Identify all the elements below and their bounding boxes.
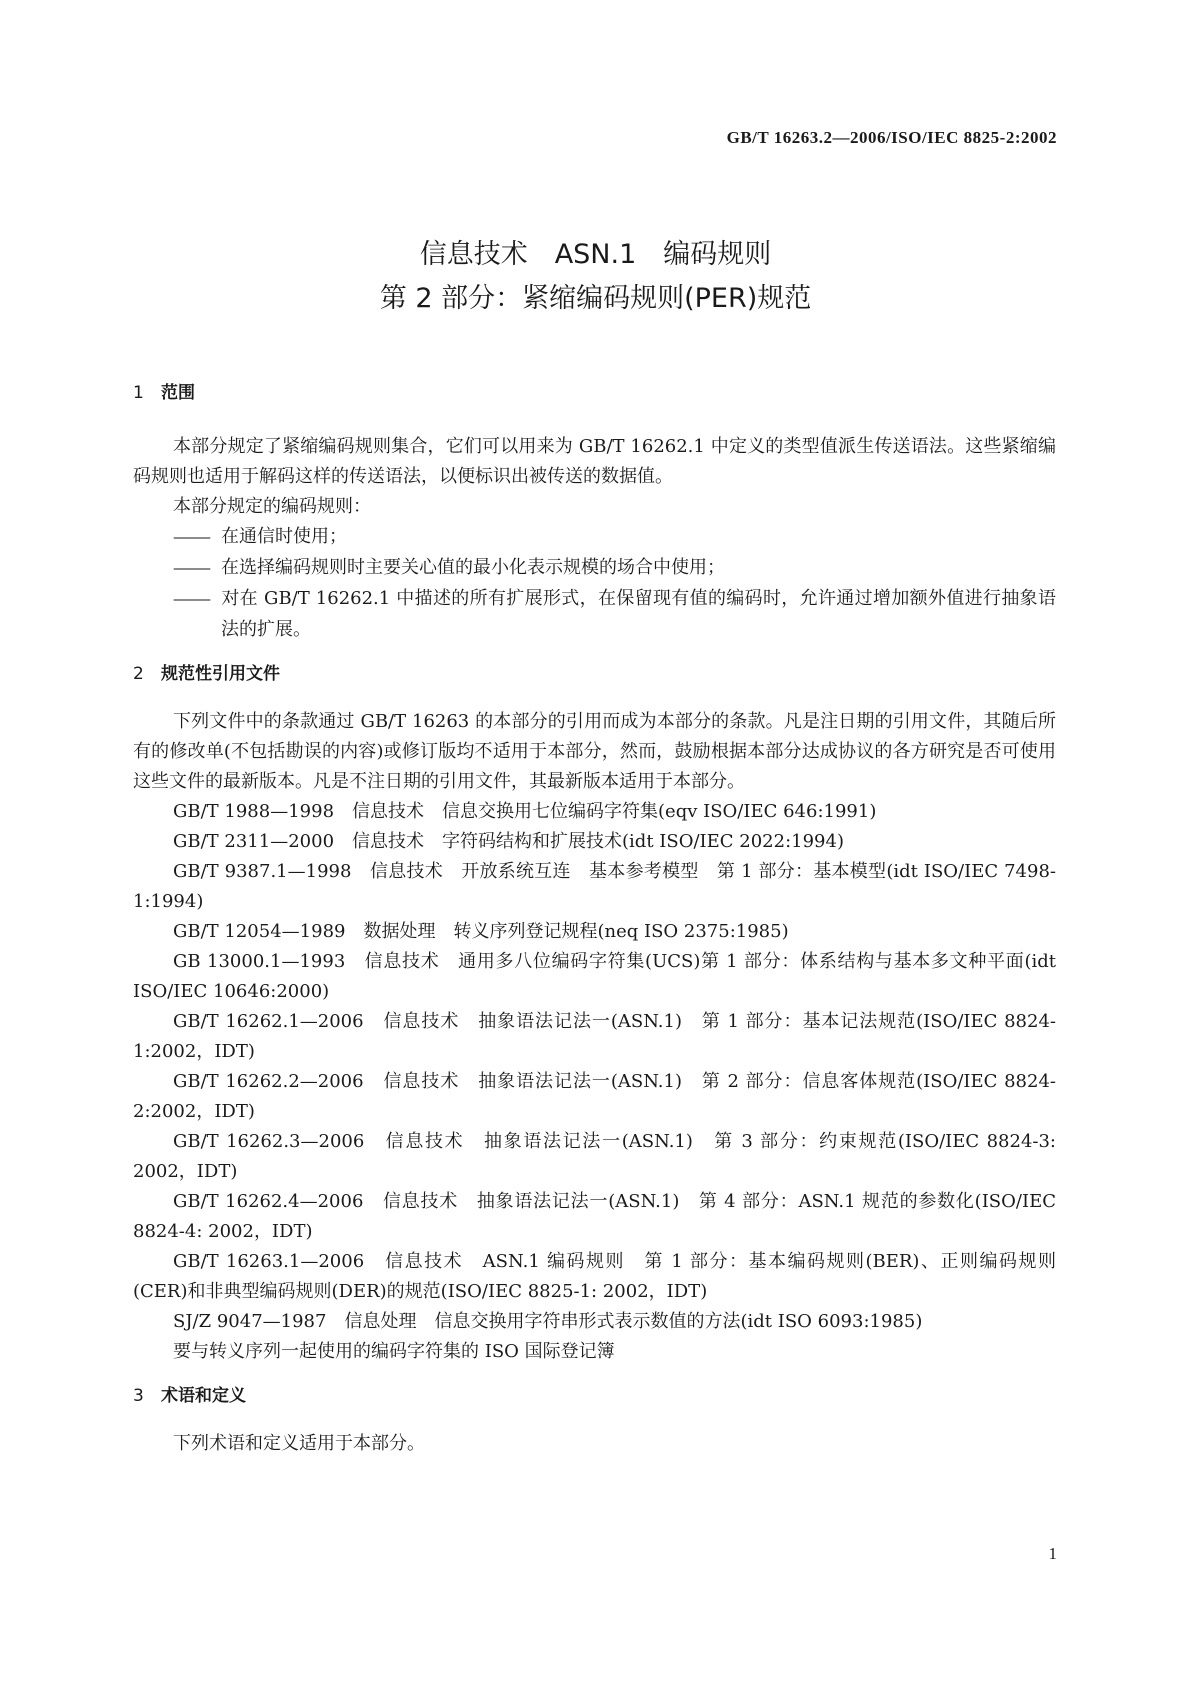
reference-item: GB/T 16263.1—2006 信息技术 ASN.1 编码规则 第 1 部分：基本编码规则(BER)、正则编码规则(CER)和非典型编码规则(DER)的规范(ISO/IEC 8825-1: 2002，IDT): [133, 1251, 1056, 1302]
reference-item: GB/T 12054—1989 数据处理 转义序列登记规程(neq ISO 2375:1985): [173, 921, 789, 942]
document-title-line1: 信息技术 ASN.1 编码规则: [419, 239, 772, 270]
reference-item: SJ/Z 9047—1987 信息处理 信息交换用字符串形式表示数值的方法(idt ISO 6093:1985): [173, 1311, 923, 1332]
reference-item: GB 13000.1—1993 信息技术 通用多八位编码字符集(UCS)第 1 部分：体系结构与基本多文种平面(idt ISO/IEC 10646:2000): [133, 951, 1056, 1002]
reference-item: GB/T 16262.3—2006 信息技术 抽象语法记法一(ASN.1) 第 3 部分：约束规范(ISO/IEC 8824-3: 2002，IDT): [133, 1131, 1056, 1182]
document-header: GB/T 16263.2—2006/ISO/IEC 8825-2:2002: [726, 128, 1057, 147]
list-item: ——— 在通信时使用；: [133, 522, 1056, 553]
section-title: 规范性引用文件: [161, 664, 280, 684]
reference-item: GB/T 16262.4—2006 信息技术 抽象语法记法一(ASN.1) 第 4 部分：ASN.1 规范的参数化(ISO/IEC 8824-4: 2002，IDT): [133, 1191, 1056, 1242]
paragraph: 本部分规定了紧缩编码规则集合，它们可以用来为 GB/T 16262.1 中定义的类型值派生传送语法。这些紧缩编码规则也适用于解码这样的传送语法，以便标识出被传送的数据值。: [133, 436, 1056, 487]
section-1-heading: [133, 378, 1056, 408]
reference-item: GB/T 16262.1—2006 信息技术 抽象语法记法一(ASN.1) 第 1 部分：基本记法规范(ISO/IEC 8824-1:2002，IDT): [133, 1011, 1056, 1062]
section-number: 1: [133, 383, 144, 403]
paragraph: 下列术语和定义适用于本部分。: [173, 1433, 425, 1454]
section-number: 3: [133, 1386, 144, 1406]
paragraph: 本部分规定的编码规则：: [173, 496, 371, 517]
document-body: [133, 378, 1056, 1459]
list-item: ——— 对在 GB/T 16262.1 中描述的所有扩展形式，在保留现有值的编码时，允许通过增加额外值进行抽象语法的扩展。: [133, 584, 1056, 645]
reference-item: 要与转义序列一起使用的编码字符集的 ISO 国际登记簿: [173, 1341, 615, 1362]
section-3-heading: [133, 1381, 1056, 1411]
page-number: 1: [1048, 1544, 1057, 1563]
section-title: 术语和定义: [161, 1386, 246, 1406]
paragraph: 下列文件中的条款通过 GB/T 16263 的本部分的引用而成为本部分的条款。凡是注日期的引用文件，其随后所有的修改单(不包括勘误的内容)或修订版均不适用于本部分，然而，鼓励根据本部分达成协议的各方研究是否可使用这些文件的最新版本。凡是不注日期的引用文件，其最新版本适用于本部分。: [133, 711, 1056, 792]
section-2-heading: [133, 659, 1056, 689]
reference-item: GB/T 9387.1—1998 信息技术 开放系统互连 基本参考模型 第 1 部分：基本模型(idt ISO/IEC 7498-1:1994): [133, 861, 1056, 912]
list-item: ——— 在选择编码规则时主要关心值的最小化表示规模的场合中使用；: [133, 553, 1056, 584]
reference-item: GB/T 16262.2—2006 信息技术 抽象语法记法一(ASN.1) 第 2 部分：信息客体规范(ISO/IEC 8824-2:2002，IDT): [133, 1071, 1056, 1122]
reference-item: GB/T 1988—1998 信息技术 信息交换用七位编码字符集(eqv ISO/IEC 646:1991): [173, 801, 877, 822]
reference-item: GB/T 2311—2000 信息技术 字符码结构和扩展技术(idt ISO/IEC 2022:1994): [173, 831, 844, 852]
document-title-line2: 第 2 部分：紧缩编码规则(PER)规范: [379, 283, 812, 314]
section-title: 范围: [161, 383, 195, 403]
section-number: 2: [133, 664, 144, 684]
